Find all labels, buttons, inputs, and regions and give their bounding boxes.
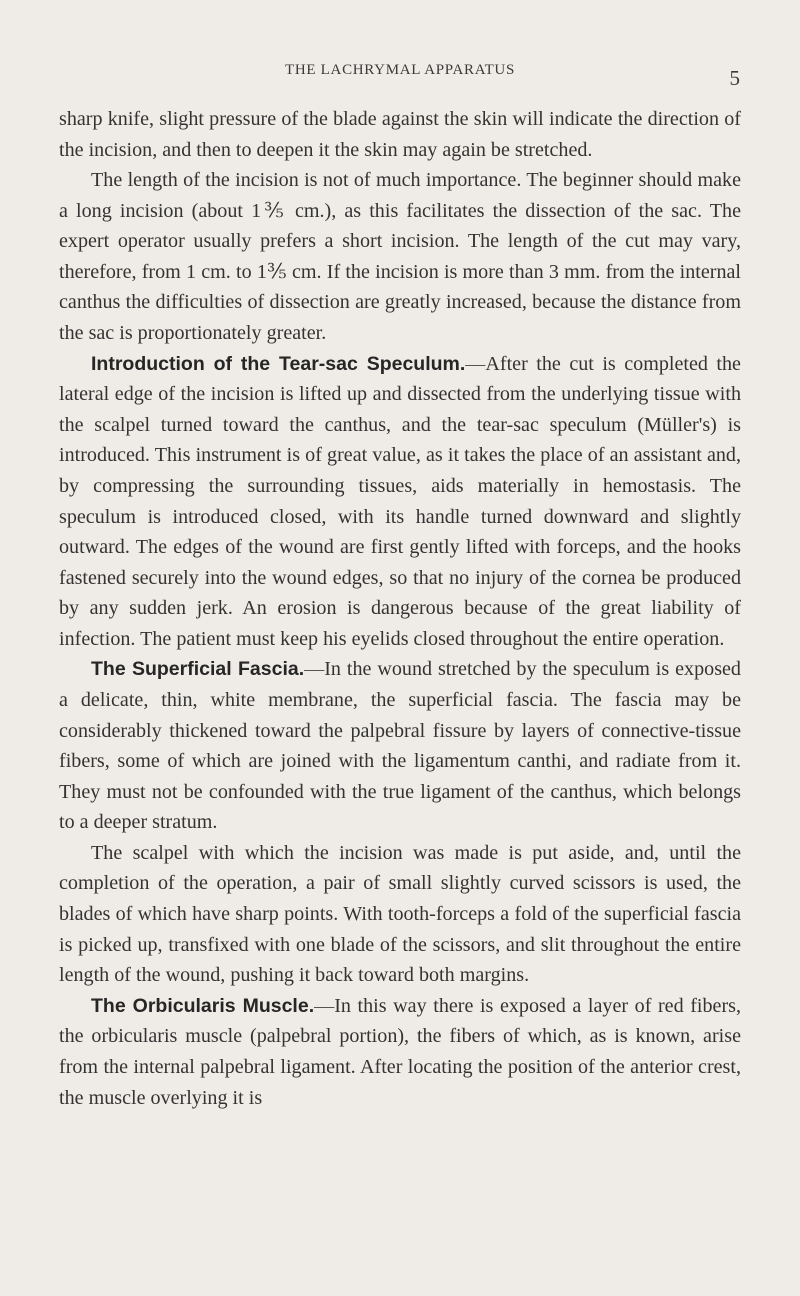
- em-dash: —: [465, 352, 486, 375]
- section-tear-sac-speculum: [59, 349, 741, 655]
- body-text: [59, 104, 741, 1113]
- page-number: 5: [729, 66, 740, 90]
- em-dash: —: [304, 658, 325, 681]
- section-heading: The Orbicularis Muscle.: [91, 994, 315, 1017]
- paragraph-text: In the wound stretched by the speculum is exposed a delicate, thin, white membrane, the superficial fascia. The fascia may be considerably thickened toward the palpebral fissure by layers of connective-tissue fibers, some of which are joined with the ligamentum canthi, and radiate from it. They must not be confounded with the true ligament of the canthus, which belongs to a deeper stratum.: [59, 658, 741, 834]
- paragraph-scalpel-scissors: [59, 838, 741, 991]
- paragraph-continuation: [59, 104, 741, 165]
- paragraph-text: sharp knife, slight pressure of the blade against the skin will indicate the direction of the incision, and then to deepen it the skin may again be stretched.: [59, 108, 741, 161]
- running-header: [60, 62, 740, 90]
- section-superficial-fascia: [59, 654, 741, 837]
- section-orbicularis-muscle: [59, 991, 741, 1113]
- paragraph-text: In this way there is exposed a layer of red fibers, the orbicularis muscle (palpebral portion), the fibers of which, as is known, arise from the internal palpebral ligament. After locating the position of the anterior crest, the muscle overlying it is: [59, 994, 742, 1109]
- paragraph-text: After the cut is completed the lateral edge of the incision is lifted up and dissected from the underlying tissue with the scalpel turned toward the canthus, and the tear-sac speculum (Müller's) is introduced. This instrument is of great value, as it takes the place of an assistant and, by compressing the surrounding tissues, aids materially in hemostasis. The speculum is introduced closed, with its handle turned downward and slightly outward. The edges of the wound are first gently lifted with forceps, and the hooks fastened securely into the wound edges, so that no injury of the cornea be produced by any sudden jerk. An erosion is dangerous because of the great liability of infection. The patient must keep his eyelids closed throughout the entire operation.: [59, 352, 741, 650]
- em-dash: —: [314, 994, 335, 1017]
- paragraph-text: The scalpel with which the incision was made is put aside, and, until the completion of the operation, a pair of small slightly curved scissors is used, the blades of which have sharp points. With tooth-forceps a fold of the superficial fascia is picked up, transfixed with one blade of the scissors, and slit throughout the entire length of the wound, pushing it back toward both margins.: [59, 841, 741, 987]
- section-heading: Introduction of the Tear-sac Speculum.: [91, 352, 466, 375]
- paragraph-incision-length: [59, 165, 741, 348]
- running-title: THE LACHRYMAL APPARATUS: [284, 62, 516, 78]
- section-heading: The Superficial Fascia.: [91, 658, 305, 681]
- paragraph-text: The length of the incision is not of much importance. The beginner should make a long incision (about 1⅗ cm.), as this facilitates the dissection of the sac. The expert operator usually prefers a short incision. The length of the cut may vary, therefore, from 1 cm. to 1⅗ cm. If the incision is more than 3 mm. from the internal canthus the difficulties of dissection are greatly increased, because the distance from the sac is proportionately greater.: [59, 169, 741, 345]
